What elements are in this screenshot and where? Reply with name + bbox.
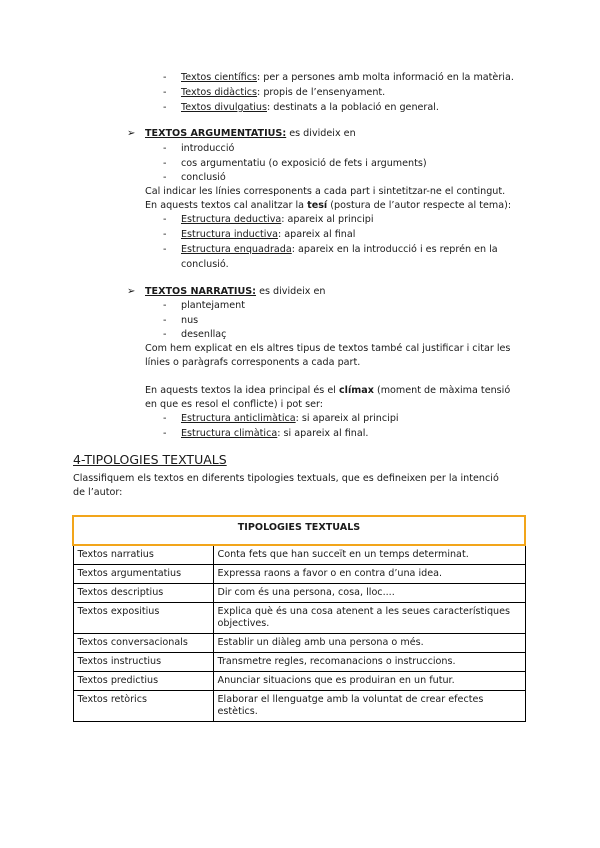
list-item (181, 213, 374, 226)
list-item-continuation: conclusió. (181, 259, 229, 270)
list-item-term: Estructura anticlimàtica (181, 413, 296, 424)
list-item-term: Textos divulgatius (181, 102, 267, 113)
text: (moment de màxima tensió (373, 385, 511, 396)
table-cell-desc: Transmetre regles, recomanacions o instruccions. (213, 653, 525, 672)
list-dash: - (163, 428, 167, 439)
list-dash: - (163, 102, 167, 113)
list-item (181, 228, 355, 241)
table-cell-type: Textos retòrics (73, 691, 213, 722)
list-dash: - (163, 214, 167, 225)
table-cell-type: Textos conversacionals (73, 634, 213, 653)
narratius-heading (145, 285, 325, 298)
list-dash: - (163, 244, 167, 255)
heading-term: TEXTOS NARRATIUS: (145, 286, 257, 297)
table-cell-type: Textos narratius (73, 545, 213, 565)
heading-term: TEXTOS ARGUMENTATIUS: (145, 128, 287, 139)
list-item-term: Estructura climàtica (181, 428, 278, 439)
table-cell-type: Textos instructius (73, 653, 213, 672)
text: (postura de l’autor respecte al tema): (327, 200, 512, 211)
heading-text: es divideix en (286, 128, 356, 139)
text: En aquests textos la idea principal és el (145, 385, 339, 396)
list-item-text: : propis de l’ensenyament. (257, 87, 386, 98)
table-cell-type: Textos predictius (73, 672, 213, 691)
table-cell-desc: Establir un diàleg amb una persona o més. (213, 634, 525, 653)
table-cell-desc: Conta fets que han succeït en un temps determinat. (213, 545, 525, 565)
list-item: nus (181, 315, 199, 326)
paragraph: en que es resol el conflicte) i pot ser: (145, 399, 323, 410)
list-dash: - (163, 300, 167, 311)
tipologies-table (72, 515, 526, 722)
list-item-text: : per a persones amb molta informació en la matèria. (257, 72, 514, 83)
list-item: cos argumentatiu (o exposició de fets i arguments) (181, 158, 427, 169)
list-dash: - (163, 87, 167, 98)
list-item (181, 71, 514, 84)
list-dash: - (163, 143, 167, 154)
table-cell-desc: Explica què és una cosa atenent a les seues característiques objectives. (213, 603, 525, 634)
list-dash: - (163, 413, 167, 424)
list-item (181, 412, 399, 425)
table-cell-desc: Anunciar situacions que es produiran en un futur. (213, 672, 525, 691)
arrow-bullet-icon: ➢ (127, 286, 136, 297)
table-cell-type: Textos descriptius (73, 584, 213, 603)
table-cell-type: Textos expositius (73, 603, 213, 634)
list-item-term: Textos didàctics (181, 87, 258, 98)
list-item-term: Estructura inductiva (181, 229, 279, 240)
paragraph: Com hem explicat en els altres tipus de textos també cal justificar i citar les (145, 343, 511, 354)
list-item-term: Estructura enquadrada (181, 244, 292, 255)
list-item-term: Estructura deductiva (181, 214, 282, 225)
bold-term: tesí (307, 200, 328, 211)
table-cell-desc: Elaborar el llenguatge amb la voluntat de crear efectes estètics. (213, 691, 525, 722)
paragraph: Cal indicar les línies corresponents a cada part i sintetitzar-ne el contingut. (145, 186, 506, 197)
list-dash: - (163, 172, 167, 183)
list-item (181, 243, 498, 256)
table-row (73, 634, 525, 653)
list-item (181, 86, 385, 99)
list-dash: - (163, 158, 167, 169)
table-row (73, 565, 525, 584)
table-row (73, 603, 525, 634)
list-dash: - (163, 329, 167, 340)
list-item-text: : destinats a la població en general. (266, 102, 439, 113)
table-row (73, 653, 525, 672)
list-item-text: : si apareix al principi (295, 413, 399, 424)
arrow-bullet-icon: ➢ (127, 128, 136, 139)
bold-term: clímax (338, 385, 374, 396)
list-item: introducció (181, 143, 235, 154)
paragraph (145, 384, 510, 397)
table-row (73, 672, 525, 691)
table-cell-desc: Expressa raons a favor o en contra d’una idea. (213, 565, 525, 584)
list-dash: - (163, 72, 167, 83)
paragraph: Classifiquem els textos en diferents tipologies textuals, que es defineixen per la intenció (73, 473, 499, 484)
paragraph (145, 199, 511, 212)
text: En aquests textos cal analitzar la (145, 200, 308, 211)
list-item-text: : apareix en la introducció i es reprén en la (291, 244, 498, 255)
list-item (181, 427, 368, 440)
table-row (73, 545, 525, 565)
list-item-text: : si apareix al final. (277, 428, 369, 439)
table-header: TIPOLOGIES TEXTUALS (73, 516, 525, 545)
list-item: desenllaç (181, 329, 227, 340)
heading-text: es divideix en (256, 286, 326, 297)
list-dash: - (163, 229, 167, 240)
paragraph: de l’autor: (73, 487, 123, 498)
argumentatius-heading (145, 127, 356, 140)
list-item-term: Textos científics (181, 72, 257, 83)
section-title: 4-TIPOLOGIES TEXTUALS (73, 452, 227, 467)
list-item-text: : apareix al principi (281, 214, 374, 225)
list-dash: - (163, 315, 167, 326)
list-item-text: : apareix al final (278, 229, 356, 240)
table-row (73, 584, 525, 603)
list-item (181, 101, 439, 114)
list-item: plantejament (181, 300, 246, 311)
list-item: conclusió (181, 172, 226, 183)
table-row (73, 691, 525, 722)
table-cell-type: Textos argumentatius (73, 565, 213, 584)
paragraph: línies o paràgrafs corresponents a cada part. (145, 357, 361, 368)
table-cell-desc: Dir com és una persona, cosa, lloc.... (213, 584, 525, 603)
